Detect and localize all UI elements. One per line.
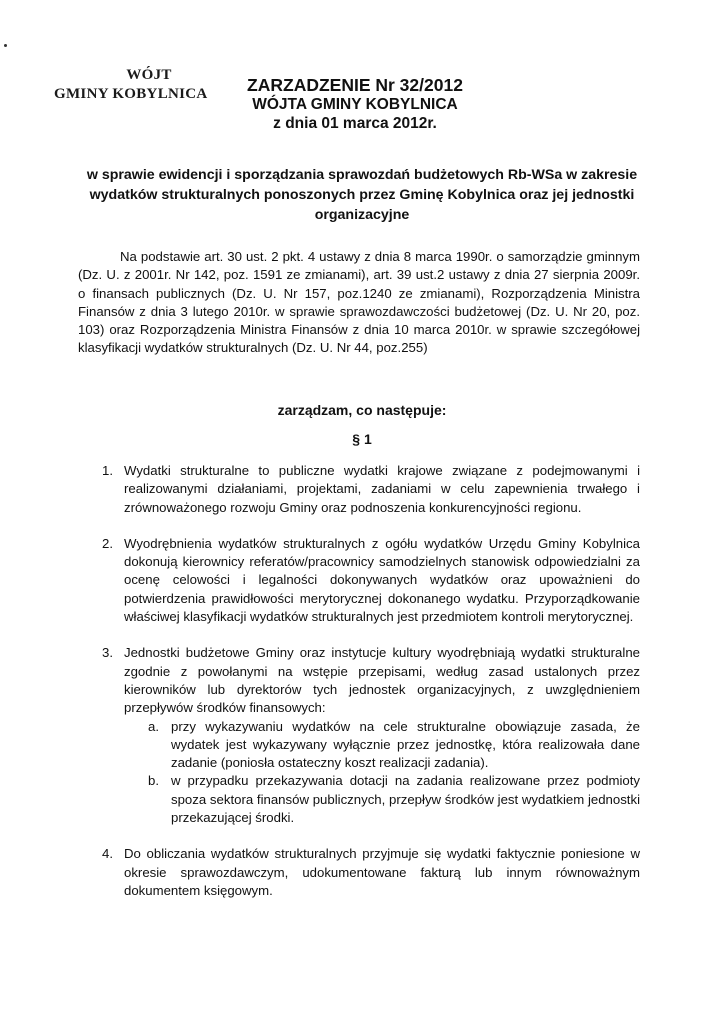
document-header (150, 76, 560, 133)
sub-item-letter: a. (148, 718, 159, 734)
item-number: 4. (102, 846, 113, 862)
item-number: 2. (102, 535, 113, 551)
decree-statement: zarządzam, co następuje: (277, 402, 447, 418)
sub-item-letter: b. (148, 773, 159, 789)
legal-basis-paragraph: Na podstawie art. 30 ust. 2 pkt. 4 ustawy z dnia 8 marca 1990r. o samorządzie gminnym (Dz. U. z 2001r. Nr 142, poz. 1591 ze zmianami), art. 39 ust.2 ustawy z dnia 27 sierpnia 2009r. o finansach publicznych (Dz. U. Nr 157, poz.1240 ze zmianami), Rozporządzenia Ministra Finansów z dnia 3 lutego 2010r. w sprawie sprawozdawczości budżetowej (Dz. U. Nr 20, poz. 103) oraz Rozporządzenia Ministra Finansów z dnia 10 marca 2010r. w sprawie szczegółowej klasyfikacji wydatków strukturalnych (Dz. U. Nr 44, poz.255) (78, 249, 640, 356)
item-number: 3. (102, 645, 113, 661)
scan-mark (4, 44, 7, 47)
sub-item-text: przy wykazywaniu wydatków na cele strukturalne obowiązuje zasada, że wydatek jest wykazywany wyłącznie przez jednostkę, która realizowała dane zadanie (poniosła ostateczny koszt realizacji zadania). (171, 718, 640, 771)
item-text: Wyodrębnienia wydatków strukturalnych z ogółu wydatków Urzędu Gminy Kobylnica dokonują kierownicy referatów/pracownicy samodzielnych stanowisk odpowiedzialni za ocenę celowości i legalności dokonywanych wydatków oraz upoważnieni do potwierdzenia prawidłowości merytorycznej dokonanego wydatku. Przyporządkowanie właściwej klasyfikacji wydatków strukturalnych jest przedmiotem kontroli merytorycznej. (124, 535, 640, 625)
provisions-list (78, 462, 640, 918)
document-date: z dnia 01 marca 2012r. (273, 115, 437, 132)
item-text: Jednostki budżetowe Gminy oraz instytucje kultury wyodrębniają wydatki strukturalne zgodnie z powołanymi na wstępie przepisami, według zasad ustalonych przez kierowników lub dyrektorów tych jednostek organizacyjnych, z uwzględnieniem przepływów środków finansowych: (124, 645, 640, 716)
stamp-line-1: WÓJT (126, 67, 172, 83)
sub-list-item (124, 718, 640, 773)
document-title: ZARZADZENIE Nr 32/2012 (247, 75, 463, 95)
list-item (78, 535, 640, 626)
sub-list (124, 718, 640, 828)
item-number: 1. (102, 463, 113, 478)
list-item (78, 462, 640, 517)
document-subject: w sprawie ewidencji i sporządzania sprawozdań budżetowych Rb-WSa w zakresie wydatków strukturalnych ponoszonych przez Gminę Kobylnica oraz jej jednostki organizacyjne (86, 167, 638, 223)
document-authority: WÓJTA GMINY KOBYLNICA (252, 96, 458, 113)
sub-item-text: w przypadku przekazywania dotacji na zadania realizowane przez podmioty spoza sektora finansów publicznych, przepływ środków jest wydatkiem jednostki przekazującej środki. (171, 773, 640, 826)
item-text: Wydatki strukturalne to publiczne wydatki krajowe związane z podejmowanymi i realizowanymi działaniami, projektami, zadaniami w celu zapewnienia trwałego i zrównoważonego rozwoju Gminy oraz podnoszenia konkurencyjności regionu. (124, 463, 640, 515)
item-text: Do obliczania wydatków strukturalnych przyjmuje się wydatki faktycznie poniesione w okresie sprawozdawczym, udokumentowane fakturą lub innym równoważnym dokumentem księgowym. (124, 846, 640, 898)
list-item (78, 644, 640, 827)
list-item (78, 845, 640, 900)
section-heading: § 1 (352, 431, 372, 447)
stamp-line-2: GMINY KOBYLNICA (54, 86, 208, 102)
sub-list-item (124, 772, 640, 827)
